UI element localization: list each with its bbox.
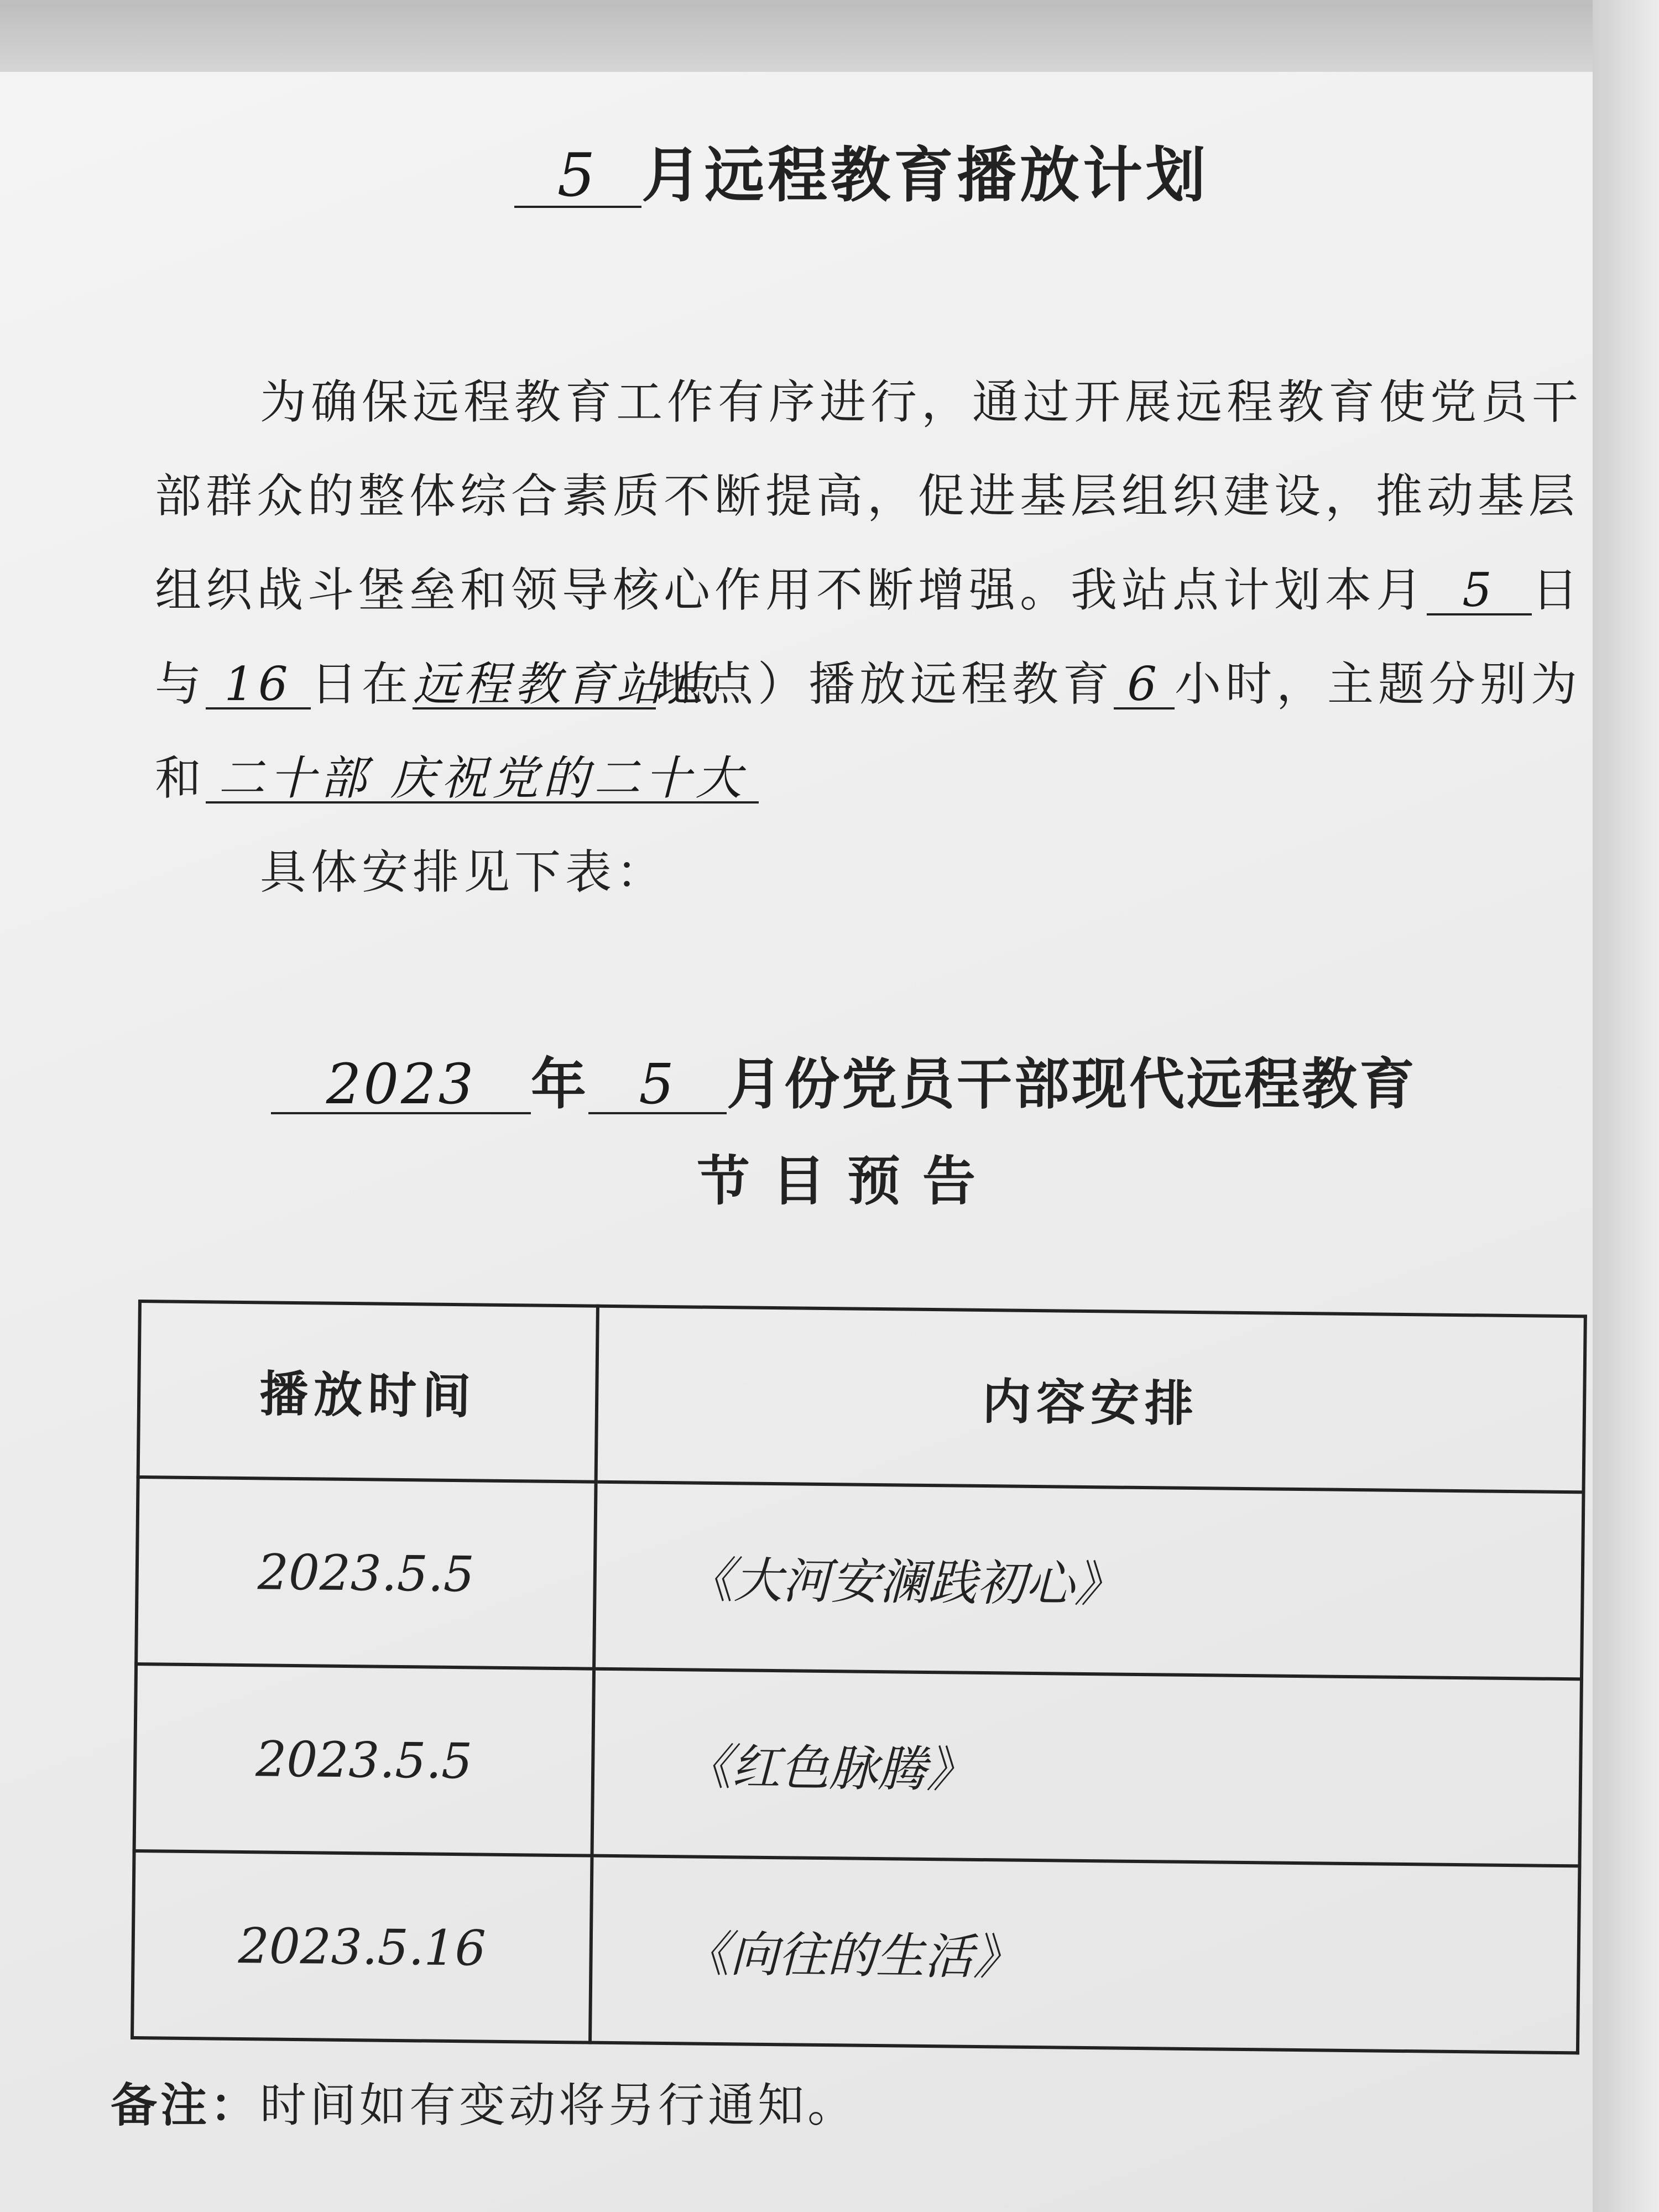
title-month-blank: 5 [514,146,641,208]
body-line-5-start: 和 [155,751,206,805]
day1-blank: 5 [1427,567,1532,615]
row-date: 2023.5.16 [132,1851,592,2043]
header-content: 内容安排 [596,1306,1585,1493]
hours-blank: 6 [1114,661,1175,709]
row-content: 《大河安澜践初心》 [594,1482,1583,1679]
background-shadow [0,0,1659,83]
footnote [111,2068,857,2135]
table-row [136,1477,1583,1679]
body-line-6: 具体安排见下表： [260,845,667,899]
day2-blank: 16 [206,661,311,709]
body-line-4-start: 与 [155,657,206,711]
year-suffix: 年 [531,1052,588,1117]
title-text: 月远程教育播放计划 [641,141,1209,210]
location-blank: 远程教育站点 [413,657,718,711]
program-title-text: 月份党员干部现代远程教育 [727,1052,1417,1117]
body-line-4-mid1: 日在 [311,657,413,711]
body-line-4-mid2: 地点）播放远程教育 [656,657,1114,711]
body-line-1: 为确保远程教育工作有序进行，通过开展远程教育使党员干 [260,375,1583,429]
footnote-text: 时间如有变动将另行通知。 [260,2078,858,2132]
body-line-3-end: 日 [1532,563,1583,617]
table-row [134,1664,1582,1866]
row-content: 《向往的生活》 [590,1856,1579,2053]
body-line-3 [155,553,1583,620]
schedule-table [131,1300,1587,2054]
row-date: 2023.5.5 [134,1664,594,1856]
body-line-5 [155,741,1571,808]
row-date: 2023.5.5 [136,1477,596,1669]
program-month-blank: 5 [588,1057,727,1114]
body-line-3-text: 组织战斗堡垒和领导核心作用不断增强。我站点计划本月 [155,563,1427,617]
program-subtitle: 节目预告 [697,1150,998,1212]
topics-blank: 二十部 庆祝党的二十大 [206,755,759,804]
row-content: 《红色脉腾》 [592,1669,1582,1866]
page-title [514,127,1209,213]
year-blank: 2023 [271,1057,531,1114]
header-time: 播放时间 [138,1301,598,1482]
table-row [132,1851,1579,2053]
footnote-label: 备注： [111,2078,260,2132]
program-title [271,1040,1417,1119]
body-line-2: 部群众的整体综合素质不断提高，促进基层组织建设，推动基层 [155,469,1580,523]
body-line-4-end: 小时，主题分别为 [1175,657,1582,711]
page-edge [1593,0,1659,2212]
body-line-4 [155,647,1582,714]
table-header-row [138,1301,1585,1492]
